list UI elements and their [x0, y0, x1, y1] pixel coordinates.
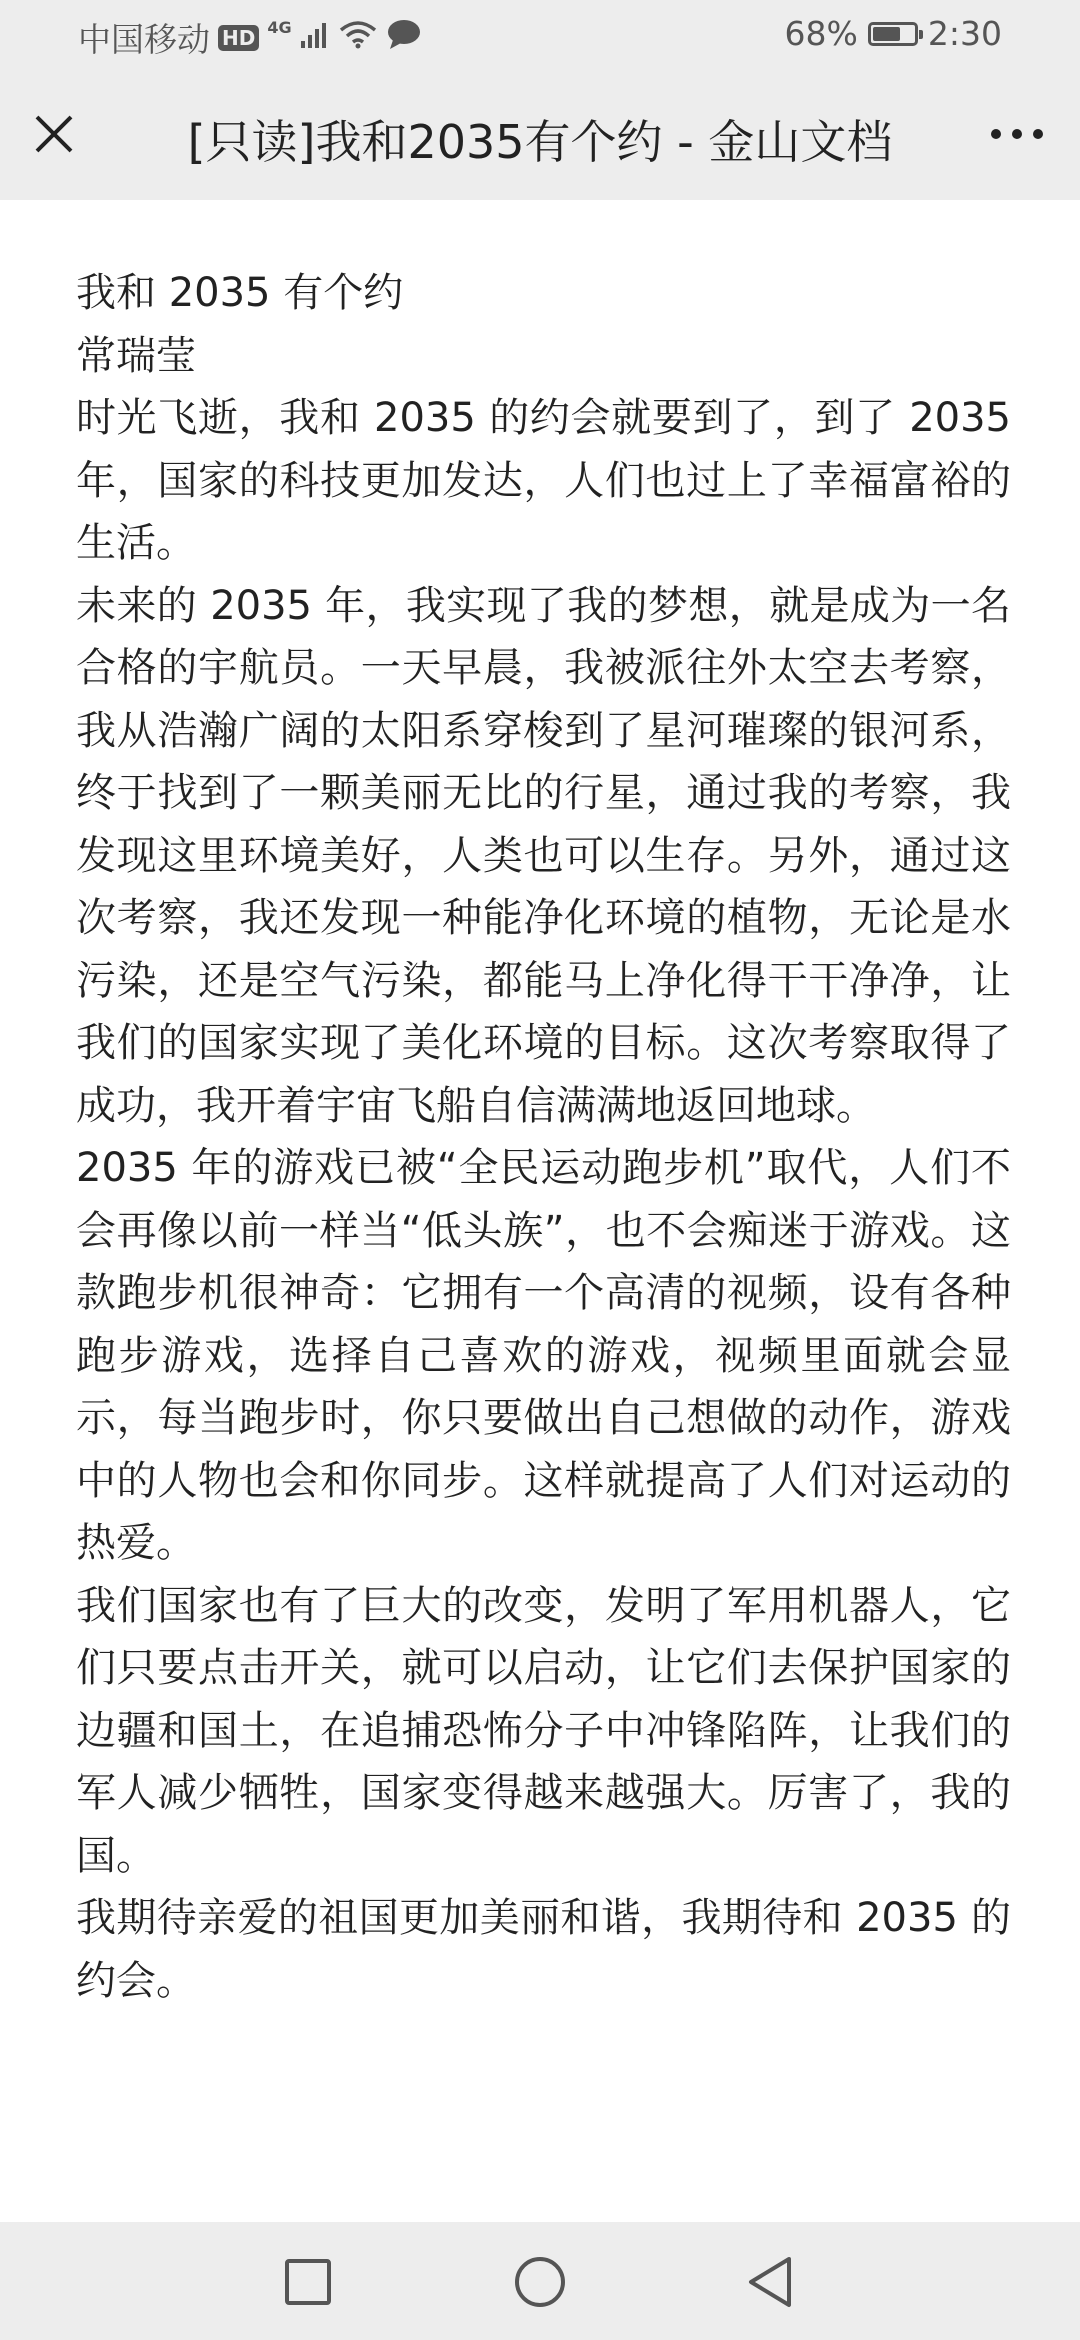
battery-icon	[868, 22, 918, 46]
document-paragraph: 未来的 2035 年，我实现了我的梦想，就是成为一名合格的宇航员。一天早晨，我被派往外太空去考察，我从浩瀚广阔的太阳系穿梭到了星河璀璨的银河系，终于找到了一颗美丽无比的行星，通过我的考察，我发现这里环境美好，人类也可以生存。另外，通过这次考察，我还发现一种能净化环境的植物，无论是水污染，还是空气污染，都能马上净化得干干净净，让我们的国家实现了美化环境的目标。这次考察取得了成功，我开着宇宙飞船自信满满地返回地球。	[76, 582, 1011, 1129]
recents-button[interactable]	[278, 2252, 338, 2312]
more-horizontal-icon	[990, 128, 1044, 140]
document-heading: 我和 2035 有个约	[76, 270, 404, 316]
battery-percent: 68%	[784, 14, 858, 53]
title-bar	[0, 80, 1080, 200]
carrier-name: 中国移动	[78, 20, 210, 59]
document-content	[76, 262, 1011, 2012]
clock: 2:30	[927, 14, 1002, 53]
document-author: 常瑞莹	[76, 332, 196, 379]
document-paragraph: 2035 年的游戏已被“全民运动跑步机”取代，人们不会再像以前一样当“低头族”，也不会痴迷于游戏。这款跑步机很神奇：它拥有一个高清的视频，设有各种跑步游戏，选择自己喜欢的游戏，视频里面就会显示，每当跑步时，你只要做出自己想做的动作，游戏中的人物也会和你同步。这样就提高了人们对运动的热爱。	[76, 1145, 1011, 1566]
back-button[interactable]	[740, 2252, 800, 2312]
status-right	[785, 14, 1002, 53]
document-paragraph: 时光飞逝，我和 2035 的约会就要到了，到了 2035 年，国家的科技更加发达，人们也过上了幸福富裕的生活。	[76, 395, 1011, 566]
close-icon	[34, 114, 74, 154]
page-title: [只读]我和2035有个约 - 金山文档	[187, 115, 893, 169]
document-paragraph: 我期待亲爱的祖国更加美丽和谐，我期待和 2035 的约会。	[76, 1895, 1011, 2004]
system-nav-bar	[0, 2222, 1080, 2340]
close-button[interactable]	[24, 104, 84, 164]
triangle-back-icon	[745, 2255, 795, 2309]
network-type: 4G	[267, 18, 292, 37]
hd-badge: HD	[218, 25, 259, 51]
signal-icon	[300, 18, 330, 57]
status-left	[78, 14, 422, 61]
message-bubble-icon	[386, 18, 422, 58]
battery-fill	[873, 27, 900, 41]
top-area	[0, 0, 1080, 200]
wifi-icon	[338, 18, 378, 57]
square-recents-icon	[284, 2258, 332, 2306]
status-bar	[0, 0, 1080, 72]
circle-home-icon	[514, 2256, 566, 2308]
more-options-button[interactable]	[982, 104, 1052, 164]
home-button[interactable]	[510, 2252, 570, 2312]
document-paragraph: 我们国家也有了巨大的改变，发明了军用机器人，它们只要点击开关，就可以启动，让它们去保护国家的边疆和国土，在追捕恐怖分子中冲锋陷阵，让我们的军人减少牺牲，国家变得越来越强大。厉害了，我的国。	[76, 1582, 1011, 1879]
